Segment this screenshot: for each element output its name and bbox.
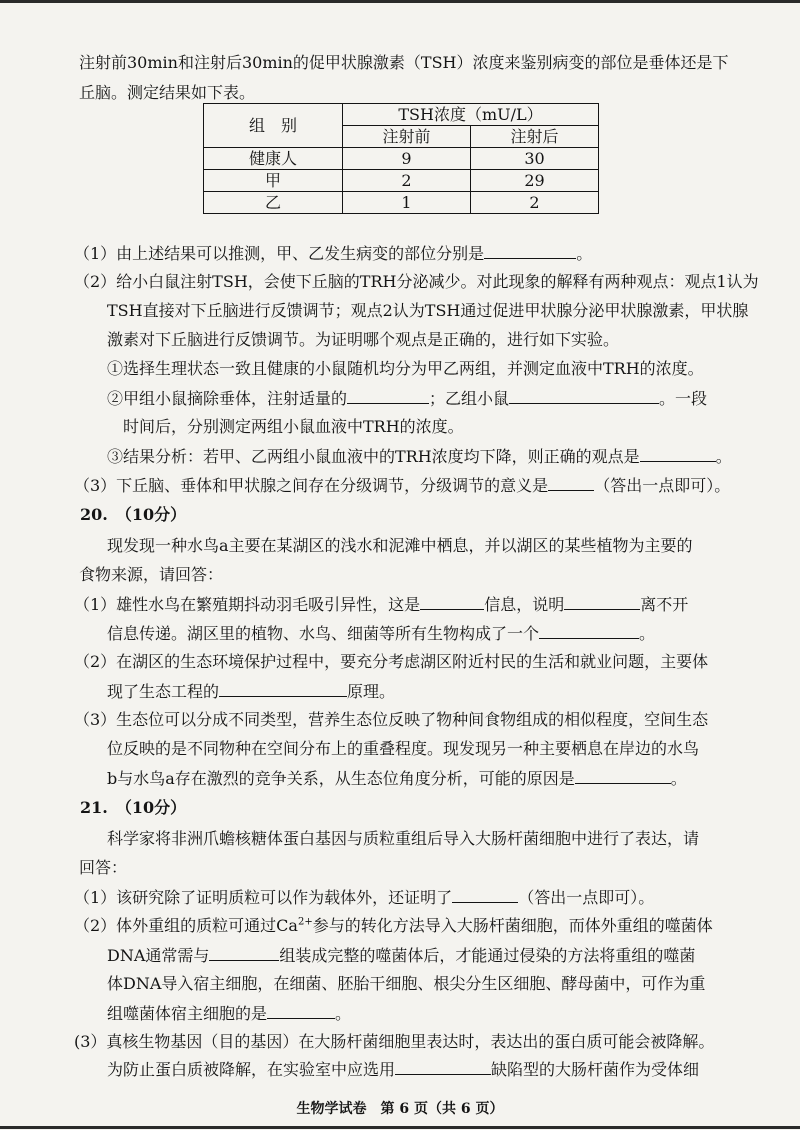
tsh-header: TSH浓度（mU/L） [343,104,599,126]
q19-part3: （3）下丘脑、垂体和甲状腺之间存在分级调节，分级调节的意义是 （答出一点即可）。 [74,476,731,495]
group-header: 组 别 [204,104,343,148]
q19-step2-line2: 时间后，分别测定两组小鼠血液中TRH的浓度。 [123,417,464,436]
answer-blank[interactable] [219,680,347,697]
row-group: 健康人 [204,148,343,170]
q20-part3-line1: （3）生态位可以分成不同类型，营养生态位反映了物种间食物组成的相似程度，空间生态 [74,710,709,729]
top-border [0,0,800,3]
answer-blank[interactable] [347,387,429,404]
table-row [204,148,599,170]
q21-part1: （1）该研究除了证明质粒可以作为载体外，还证明了 （答出一点即可）。 [74,888,655,907]
q21-title: 21. （10分） [80,798,187,817]
q19-step3: ③结果分析：若甲、乙两组小鼠血液中的TRH浓度均下降，则正确的观点是 。 [107,447,732,466]
answer-blank[interactable] [548,474,594,491]
q21-part2-line3: 体DNA导入宿主细胞，在细菌、胚胎干细胞、根尖分生区细胞、酵母菌中，可作为重 [107,974,706,993]
tsh-table [203,103,599,214]
row-group: 甲 [204,170,343,192]
q20-intro-line1: 现发现一种水鸟a主要在某湖区的浅水和泥滩中栖息，并以湖区的某些植物为主要的 [107,536,693,555]
answer-blank[interactable] [539,622,639,639]
q20-part1-line2: 信息传递。湖区里的植物、水鸟、细菌等所有生物构成了一个 。 [107,624,656,643]
q19-part1: （1）由上述结果可以推测，甲、乙发生病变的部位分别是 。 [74,244,593,263]
q19-step2: ②甲组小鼠摘除垂体，注射适量的 ；乙组小鼠 。一段 [107,389,708,408]
q21-part2-line2: DNA通常需与 组装成完整的噬菌体后，才能通过侵染的方法将重组的噬菌 [107,946,696,965]
q21-intro-line2: 回答： [79,858,128,877]
table-row [204,170,599,192]
before-header: 注射前 [343,126,471,148]
table-row [204,192,599,214]
row-group: 乙 [204,192,343,214]
answer-blank[interactable] [640,445,716,462]
bottom-border [0,1126,800,1129]
q20-title: 20. （10分） [80,505,187,524]
q19-step1: ①选择生理状态一致且健康的小鼠随机均分为甲乙两组，并测定血液中TRH的浓度。 [107,359,704,378]
answer-blank[interactable] [484,242,576,259]
row-before: 1 [343,192,471,214]
q21-intro-line1: 科学家将非洲爪蟾核糖体蛋白基因与质粒重组后导入大肠杆菌细胞中进行了表达，请 [107,829,700,848]
q19-part2-line2: TSH直接对下丘脑进行反馈调节；观点2认为TSH通过促进甲状腺分泌甲状腺激素，甲状腺 [107,301,749,320]
q20-intro-line2: 食物来源，请回答： [79,565,224,584]
answer-blank[interactable] [509,387,659,404]
superscript: 2+ [297,916,313,928]
after-header: 注射后 [470,126,598,148]
row-before: 2 [343,170,471,192]
answer-blank[interactable] [420,593,484,610]
q21-part2-line1: （2）体外重组的质粒可通过$Ca^{2+}$参与的转化方法导入大肠杆菌细胞，而体外重组的噬菌体 [74,916,713,935]
answer-blank[interactable] [575,767,671,784]
q20-part3-line2: 位反映的是不同物种在空间分布上的重叠程度。现发现另一种主要栖息在岸边的水鸟 [107,739,700,758]
q19-part2-line1: （2）给小白鼠注射TSH，会使下丘脑的TRH分泌减少。对此现象的解释有两种观点：观点1认为 [74,272,759,291]
row-after: 30 [470,148,598,170]
answer-blank[interactable] [452,886,518,903]
row-after: 29 [470,170,598,192]
q21-part3-line1: (3）真核生物基因（目的基因）在大肠杆菌细胞里表达时，表达出的蛋白质可能会被降解。 [74,1032,715,1051]
q20-part1: （1）雄性水鸟在繁殖期抖动羽毛吸引异性，这是 信息，说明 离不开 [74,595,689,614]
row-before: 9 [343,148,471,170]
row-after: 2 [470,192,598,214]
answer-blank[interactable] [267,1002,335,1019]
intro-line-1: 注射前30min和注射后30min的促甲状腺激素（TSH）浓度来鉴别病变的部位是垂体还是下 [79,53,729,72]
intro-line-2: 丘脑。测定结果如下表。 [79,83,256,102]
q21-part2-line4: 组噬菌体宿主细胞的是 。 [107,1004,352,1023]
q20-part3-line3: b与水鸟a存在激烈的竞争关系，从生态位角度分析，可能的原因是 。 [107,769,687,788]
answer-blank[interactable] [395,1058,491,1075]
q21-part3-line2: 为防止蛋白质被降解，在实验室中应选用 缺陷型的大肠杆菌作为受体细 [107,1060,700,1079]
q20-part2-line1: （2）在湖区的生态环境保护过程中，要充分考虑湖区附近村民的生活和就业问题，主要体 [74,652,709,671]
answer-blank[interactable] [564,593,640,610]
q19-part2-line3: 激素对下丘脑进行反馈调节。为证明哪个观点是正确的，进行如下实验。 [107,330,620,349]
answer-blank[interactable] [209,944,279,961]
page-footer: 生物学试卷 第 6 页（共 6 页） [296,1101,504,1117]
q20-part2-line2: 现了生态工程的 原理。 [107,682,396,701]
